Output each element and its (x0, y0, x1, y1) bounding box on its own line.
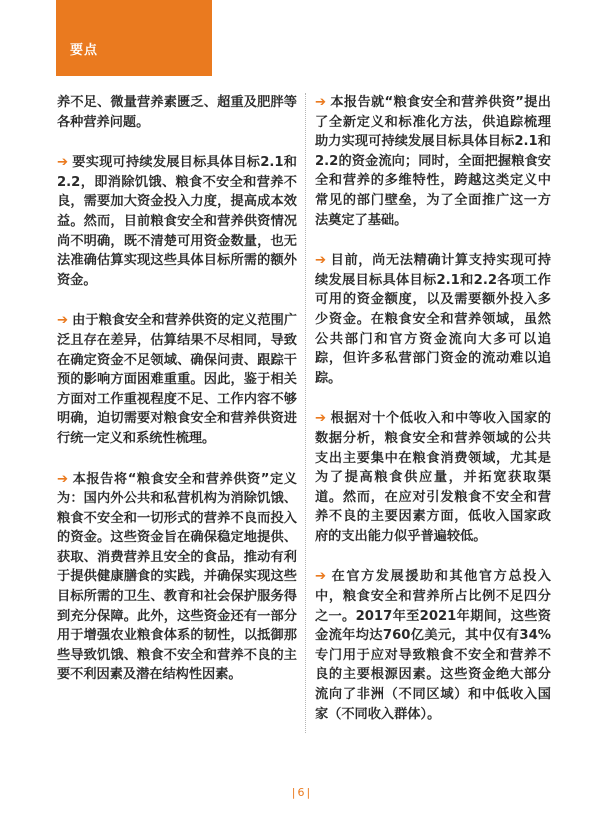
section-header-block (56, 0, 212, 76)
arrow-icon: ➔ (57, 471, 69, 487)
paragraph (315, 251, 551, 388)
paragraph-text: 根据对十个低收入和中等收入国家的数据分析，粮食安全和营养领域的公共支出主要集中在粮食消费领域，尤其是为了提高粮食供应量，并拓宽获取渠道。然而，在应对引发粮食不安全和营养不良的主要因素方面，低收入国家政府的支出能力似乎普遍较低。 (315, 411, 551, 544)
paragraph (57, 153, 297, 290)
paragraph (315, 567, 551, 724)
paragraph-text: 由于粮食安全和营养供资的定义范围广泛且存在差异，估算结果不尽相同，导致在确定资金不足领域、确保问责、跟踪干预的影响方面困难重重。因此，鉴于相关方面对工作重视程度不足、工作内容不够明确，迫切需要对粮食安全和营养供资进行统一定义和系统性梳理。 (57, 313, 297, 446)
paragraph-text: 本报告就“粮食安全和营养供资”提出了全新定义和标准化方法，供追踪梳理助力实现可持续发展目标具体目标2.1和2.2的资金流向；同时，全面把握粮食安全和营养的多维特性，跨越这类定义中常见的部门壁垒，为了全面推广这一方法奠定了基础。 (315, 95, 551, 228)
right-column (315, 93, 551, 745)
left-column (57, 93, 297, 706)
column-divider (305, 93, 306, 733)
paragraph (57, 93, 297, 132)
paragraph (315, 93, 551, 230)
section-header-label: 要点 (70, 43, 99, 58)
arrow-icon: ➔ (315, 569, 327, 585)
arrow-icon: ➔ (57, 313, 69, 329)
page-number: |6| (291, 786, 313, 799)
paragraph-text: 要实现可持续发展目标具体目标2.1和2.2，即消除饥饿、粮食不安全和营养不良，需要加大资金投入力度，提高成本效益。然而，目前粮食安全和营养供资情况尚不明确，既不清楚可用资金数量，也无法准确估算实现这些具体目标所需的额外资金。 (57, 155, 297, 288)
paragraph-text: 目前，尚无法精确计算支持实现可持续发展目标具体目标2.1和2.2各项工作可用的资金额度，以及需要额外投入多少资金。在粮食安全和营养领域，虽然公共部门和官方资金流向大多可以追踪，但许多私营部门资金的流动难以追踪。 (315, 253, 551, 386)
paragraph-text: 养不足、微量营养素匮乏、超重及肥胖等各种营养问题。 (57, 95, 297, 130)
arrow-icon: ➔ (315, 95, 327, 110)
paragraph-text: 本报告将“粮食安全和营养供资”定义为：国内外公共和私营机构为消除饥饿、粮食不安全和一切形式的营养不良而投入的资金。这些资金旨在确保稳定地提供、获取、消费营养且安全的食品，推动有利于提供健康膳食的实践，并确保实现这些目标所需的卫生、教育和社会保护服务得到充分保障。此外，这些资金还有一部分用于增强农业粮食体系的韧性，以抵御那些导致饥饿、粮食不安全和营养不良的主要不利因素及潜在结构性因素。 (57, 471, 297, 683)
paragraph (315, 409, 551, 546)
arrow-icon: ➔ (57, 155, 69, 171)
arrow-icon: ➔ (315, 253, 327, 269)
arrow-icon: ➔ (315, 411, 327, 427)
paragraph (57, 470, 297, 686)
paragraph (57, 311, 297, 448)
paragraph-text: 在官方发展援助和其他官方总投入中，粮食安全和营养所占比例不足四分之一。2017年至2021年期间，这些资金流年均达760亿美元，其中仅有34%专门用于应对导致粮食不安全和营养不良的主要根源因素。这些资金绝大部分流向了非洲（不同区域）和中低收入国家（不同收入群体）。 (315, 569, 551, 722)
